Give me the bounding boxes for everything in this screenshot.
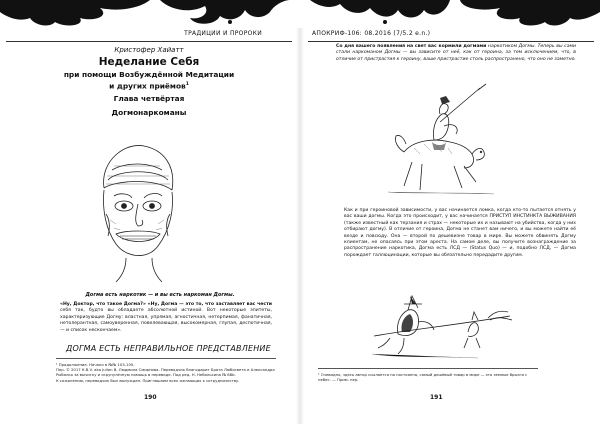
page-number-left: 190	[144, 394, 157, 401]
quote-lead: «Ну, Доктор, что такое Догма?» «Ну, Догма — это то, что заставляет вас чести	[60, 302, 272, 307]
section-heading: ДОГМА ЕСТЬ НЕПРАВИЛЬНОЕ ПРЕДСТАВЛЕНИЕ	[66, 344, 271, 353]
right-page	[308, 30, 594, 424]
running-head-right: АПОКРИФ-106: 08.2016 (7/5.2 e.n.)	[308, 30, 594, 42]
page-number-right: 191	[430, 394, 443, 401]
article-subtitle	[6, 70, 292, 90]
intro-body: наркотиком Догмы. Теперь вы сами стали наркоманом Догмы — вы зависите от неё, как от героина, за тем исключением, что, в отличие от пристрастия к героину, ваше пристрастие столь распространено, что оно не заметно.	[336, 44, 576, 62]
chapter-label: Глава четвёртая	[113, 94, 185, 104]
quote-body: себя так, будто вы обладаете абсолютной истиной. Вот некоторые эпитеты, характеризующие Догму: властная, упрямая, агностичная, нетерпимая, фанатичная, нетолерантная, самоуверенная, повелевающая, высокомерная, глупая, деспотичная, — и список нескончаем».	[60, 308, 272, 333]
subtitle-line-1: при помощи Возбуждённой Медитации	[63, 70, 235, 79]
footnote-2: Пер. © 2017 К.В.V. aka Julian B. Людмила Смирнова. Переводчик благодарит Брата Любосвета и Александра Рыбалко за вычитку и скрупулёзную помощь в переводе. Под ред. Н. Небольсина № 88b.	[56, 367, 275, 378]
author: Кристофер Хайатт	[114, 46, 184, 54]
quote-paragraph	[60, 302, 272, 334]
footnote-mark: 1	[185, 81, 189, 87]
chapter-name: Догмонаркоманы	[111, 108, 187, 118]
intro-paragraph	[336, 44, 576, 63]
intro-lead: Со дня вашего появления на свет вас кормили догмами	[336, 44, 487, 49]
footnote-right: ¹ Очевидно, здесь автор ссылается на постоянно, самый дешёвый товар в мире — это земные брызги с небес. — Прим. пер.	[318, 368, 538, 382]
subtitle-line-2: и других приёмов	[109, 80, 186, 90]
left-page	[6, 30, 292, 424]
face-illustration	[86, 140, 186, 285]
top-ornament	[0, 0, 600, 28]
witch-illustration	[368, 292, 518, 362]
article-title: Неделание Себя	[98, 56, 200, 68]
book-spine	[296, 28, 304, 424]
horseman-illustration	[384, 82, 504, 200]
footnote-1: ¹ Продолжение. Начало в №№ 103-105.	[56, 362, 135, 367]
body-paragraph: Как и при героиновой зависимости, у вас начинается ломка, когда кто-то пытается отнять у вас ваши догмы. Когда это происходит, у вас начинается ПРИСТУП ИНСТИНКТА ВЫЖИВАНИЯ (также известный как терзания и страх — некоторые их и называют на убийства, когда у них отбирают догму). В отличие от героина, Догма не станет вам ничего, и вы можете найти её везде и повсюду. Она — второй по дешевизне товар в мире. Вы можете обвинять Догму клиентам, не опасаясь при этом ареста. На самом деле, вы получите вознаграждение за распространение наркотика, Догма есть ЛСД — (Status Quo) — и, подобно ЛСД, — Догма порождает галлюцинации, которые вы обязательно передадите другим.	[344, 208, 576, 258]
running-head-left: ТРАДИЦИИ И ПРОРОКИ	[6, 30, 292, 42]
footnotes-left	[56, 358, 276, 383]
footnote-3: К сожалению, переводчик был вынужден. Приглашаем всех желающих к сотрудничеству.	[56, 377, 240, 383]
illustration-caption: Догма есть наркотик — и вы есть наркоман Догмы.	[85, 292, 235, 298]
